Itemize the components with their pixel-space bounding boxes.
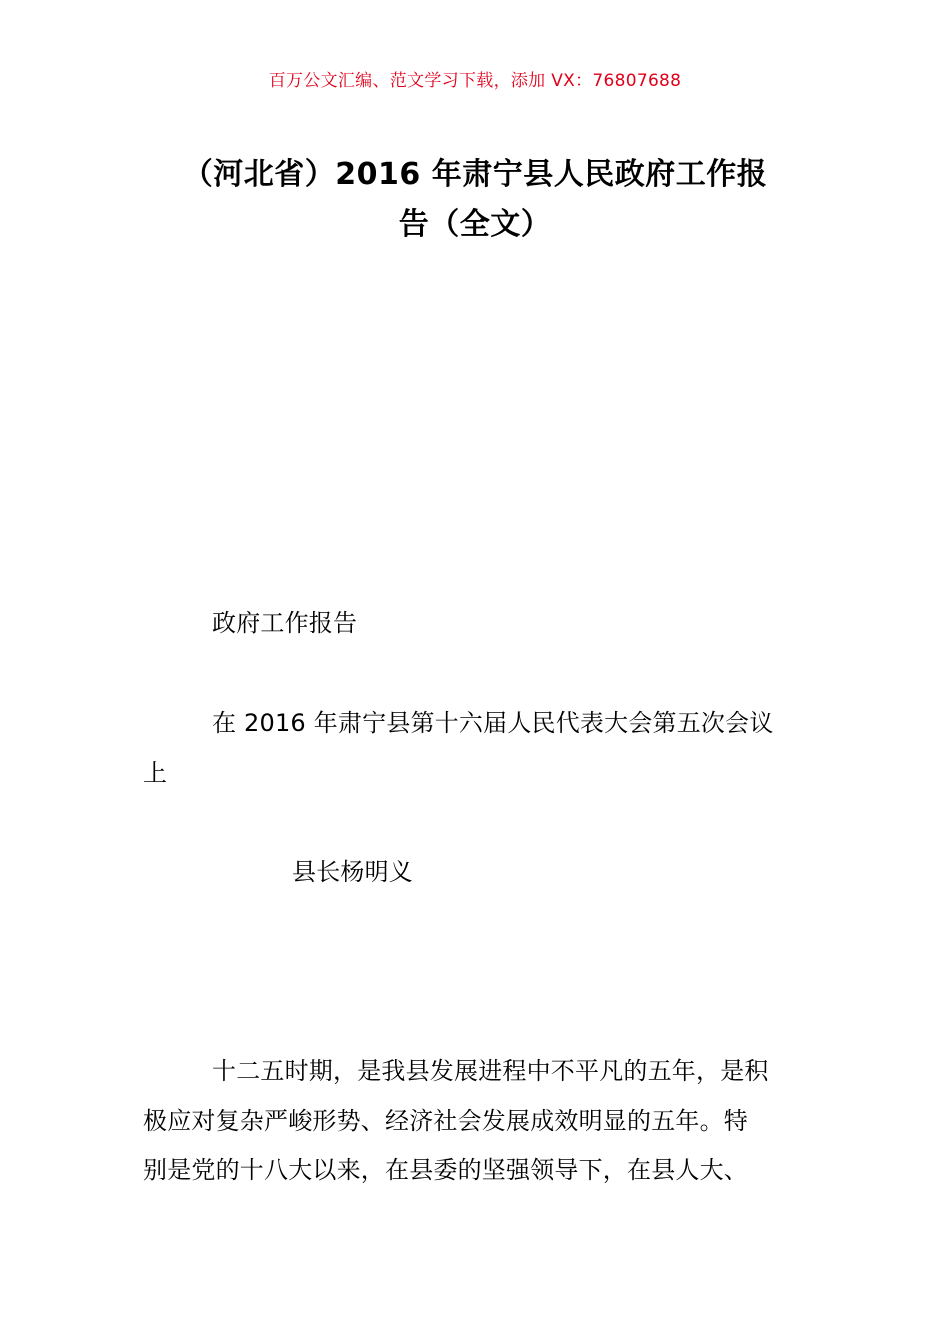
- document-title: [130, 150, 820, 250]
- paragraph-1-line-2: 极应对复杂严峻形势、经济社会发展成效明显的五年。特: [143, 1107, 748, 1135]
- report-heading: 政府工作报告: [212, 609, 358, 637]
- meeting-line-1: 在 2016 年肃宁县第十六届人民代表大会第五次会议: [212, 709, 774, 737]
- meeting-line-2: 上: [143, 759, 168, 787]
- paragraph-1-line-3: 别是党的十八大以来，在县委的坚强领导下，在县人大、: [143, 1156, 748, 1184]
- header-promo-note: 百万公文汇编、范文学习下载，添加 VX：76807688: [268, 71, 682, 91]
- speaker-name: 县长杨明义: [292, 858, 413, 886]
- title-line-2: 告（全文）: [398, 207, 552, 242]
- title-line-1: （河北省）2016 年肃宁县人民政府工作报: [182, 157, 768, 192]
- paragraph-1-line-1: 十二五时期，是我县发展进程中不平凡的五年，是积: [212, 1057, 769, 1085]
